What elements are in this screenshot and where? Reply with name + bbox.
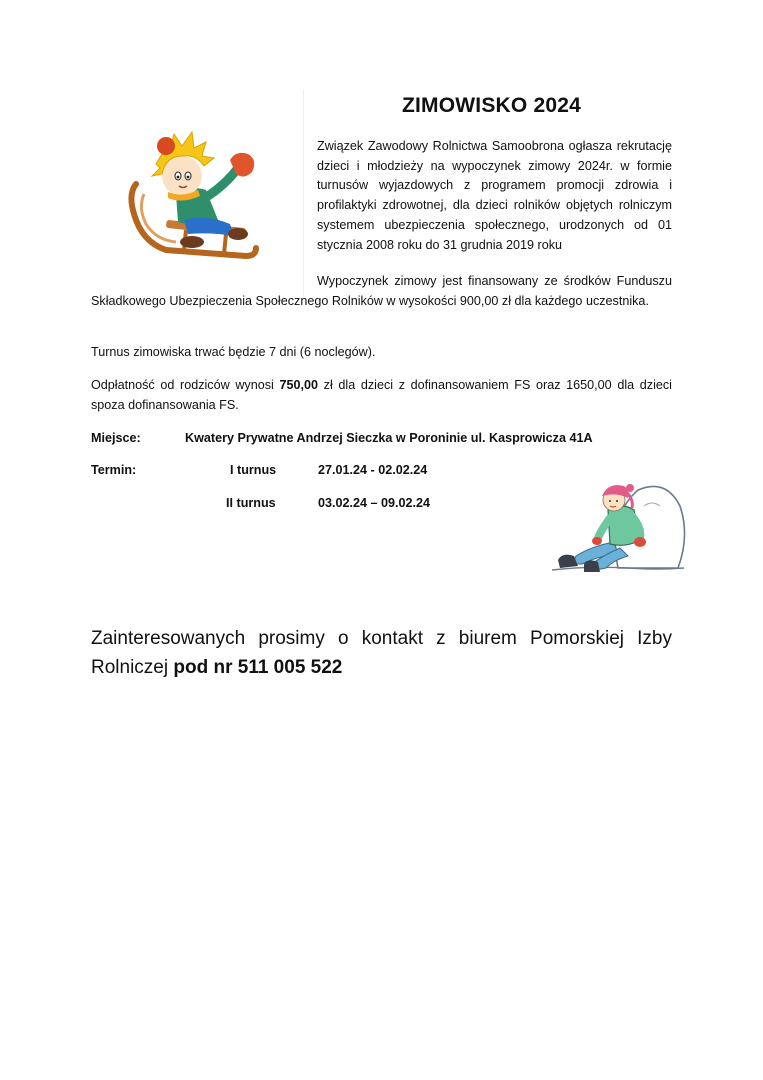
fee-suffix: zł dla dzieci z dofinansowaniem FS oraz 1650,00 dla dzieci spoza dofinansowania FS. [91, 378, 672, 412]
turn-1-dates: 27.01.24 - 02.02.24 [318, 463, 428, 477]
fee-amount: 750,00 [279, 378, 319, 392]
contact-paragraph [91, 624, 672, 682]
funding-paragraph: Wypoczynek zimowy jest finansowany ze środków Funduszu Składkowego Ubezpieczenia Społecznego Rolników w wysokości 900,00 zł dla każdego uczestnika. [91, 274, 672, 308]
child-on-sled-illustration [126, 124, 266, 266]
fee-paragraph [91, 376, 672, 415]
contact-phone: pod nr 511 005 522 [173, 657, 343, 678]
place-label: Miejsce: [91, 431, 141, 445]
contact-text: Zainteresowanych prosimy o kontakt z biurem Pomorskiej Izby Rolniczej [91, 628, 672, 678]
column-divider [303, 90, 304, 300]
duration-paragraph: Turnus zimowiska trwać będzie 7 dni (6 noclegów). [91, 345, 376, 359]
term-label: Termin: [91, 463, 137, 477]
turn-2-dates: 03.02.24 – 09.02.24 [318, 496, 431, 510]
page-title: ZIMOWISKO 2024 [402, 94, 582, 117]
fee-prefix: Odpłatność od rodziców wynosi [91, 378, 280, 392]
turn-1-name: I turnus [230, 463, 277, 477]
turn-2-name: II turnus [226, 496, 276, 510]
place-value: Kwatery Prywatne Andrzej Sieczka w Poroninie ul. Kasprowicza 41A [185, 431, 593, 445]
child-sitting-in-snow-illustration [548, 476, 688, 576]
intro-paragraph: Związek Zawodowy Rolnictwa Samoobrona ogłasza rekrutację dzieci i młodzieży na wypoczynek zimowy 2024r. w formie turnusów wyjazdowych z programem promocji zdrowia i profilaktyki zdrowotnej, dla dzieci rolników objętych rolniczym systemem ubezpieczenia społecznego, urodzonych od 01 stycznia 2008 roku do 31 grudnia 2019 roku [317, 139, 672, 252]
